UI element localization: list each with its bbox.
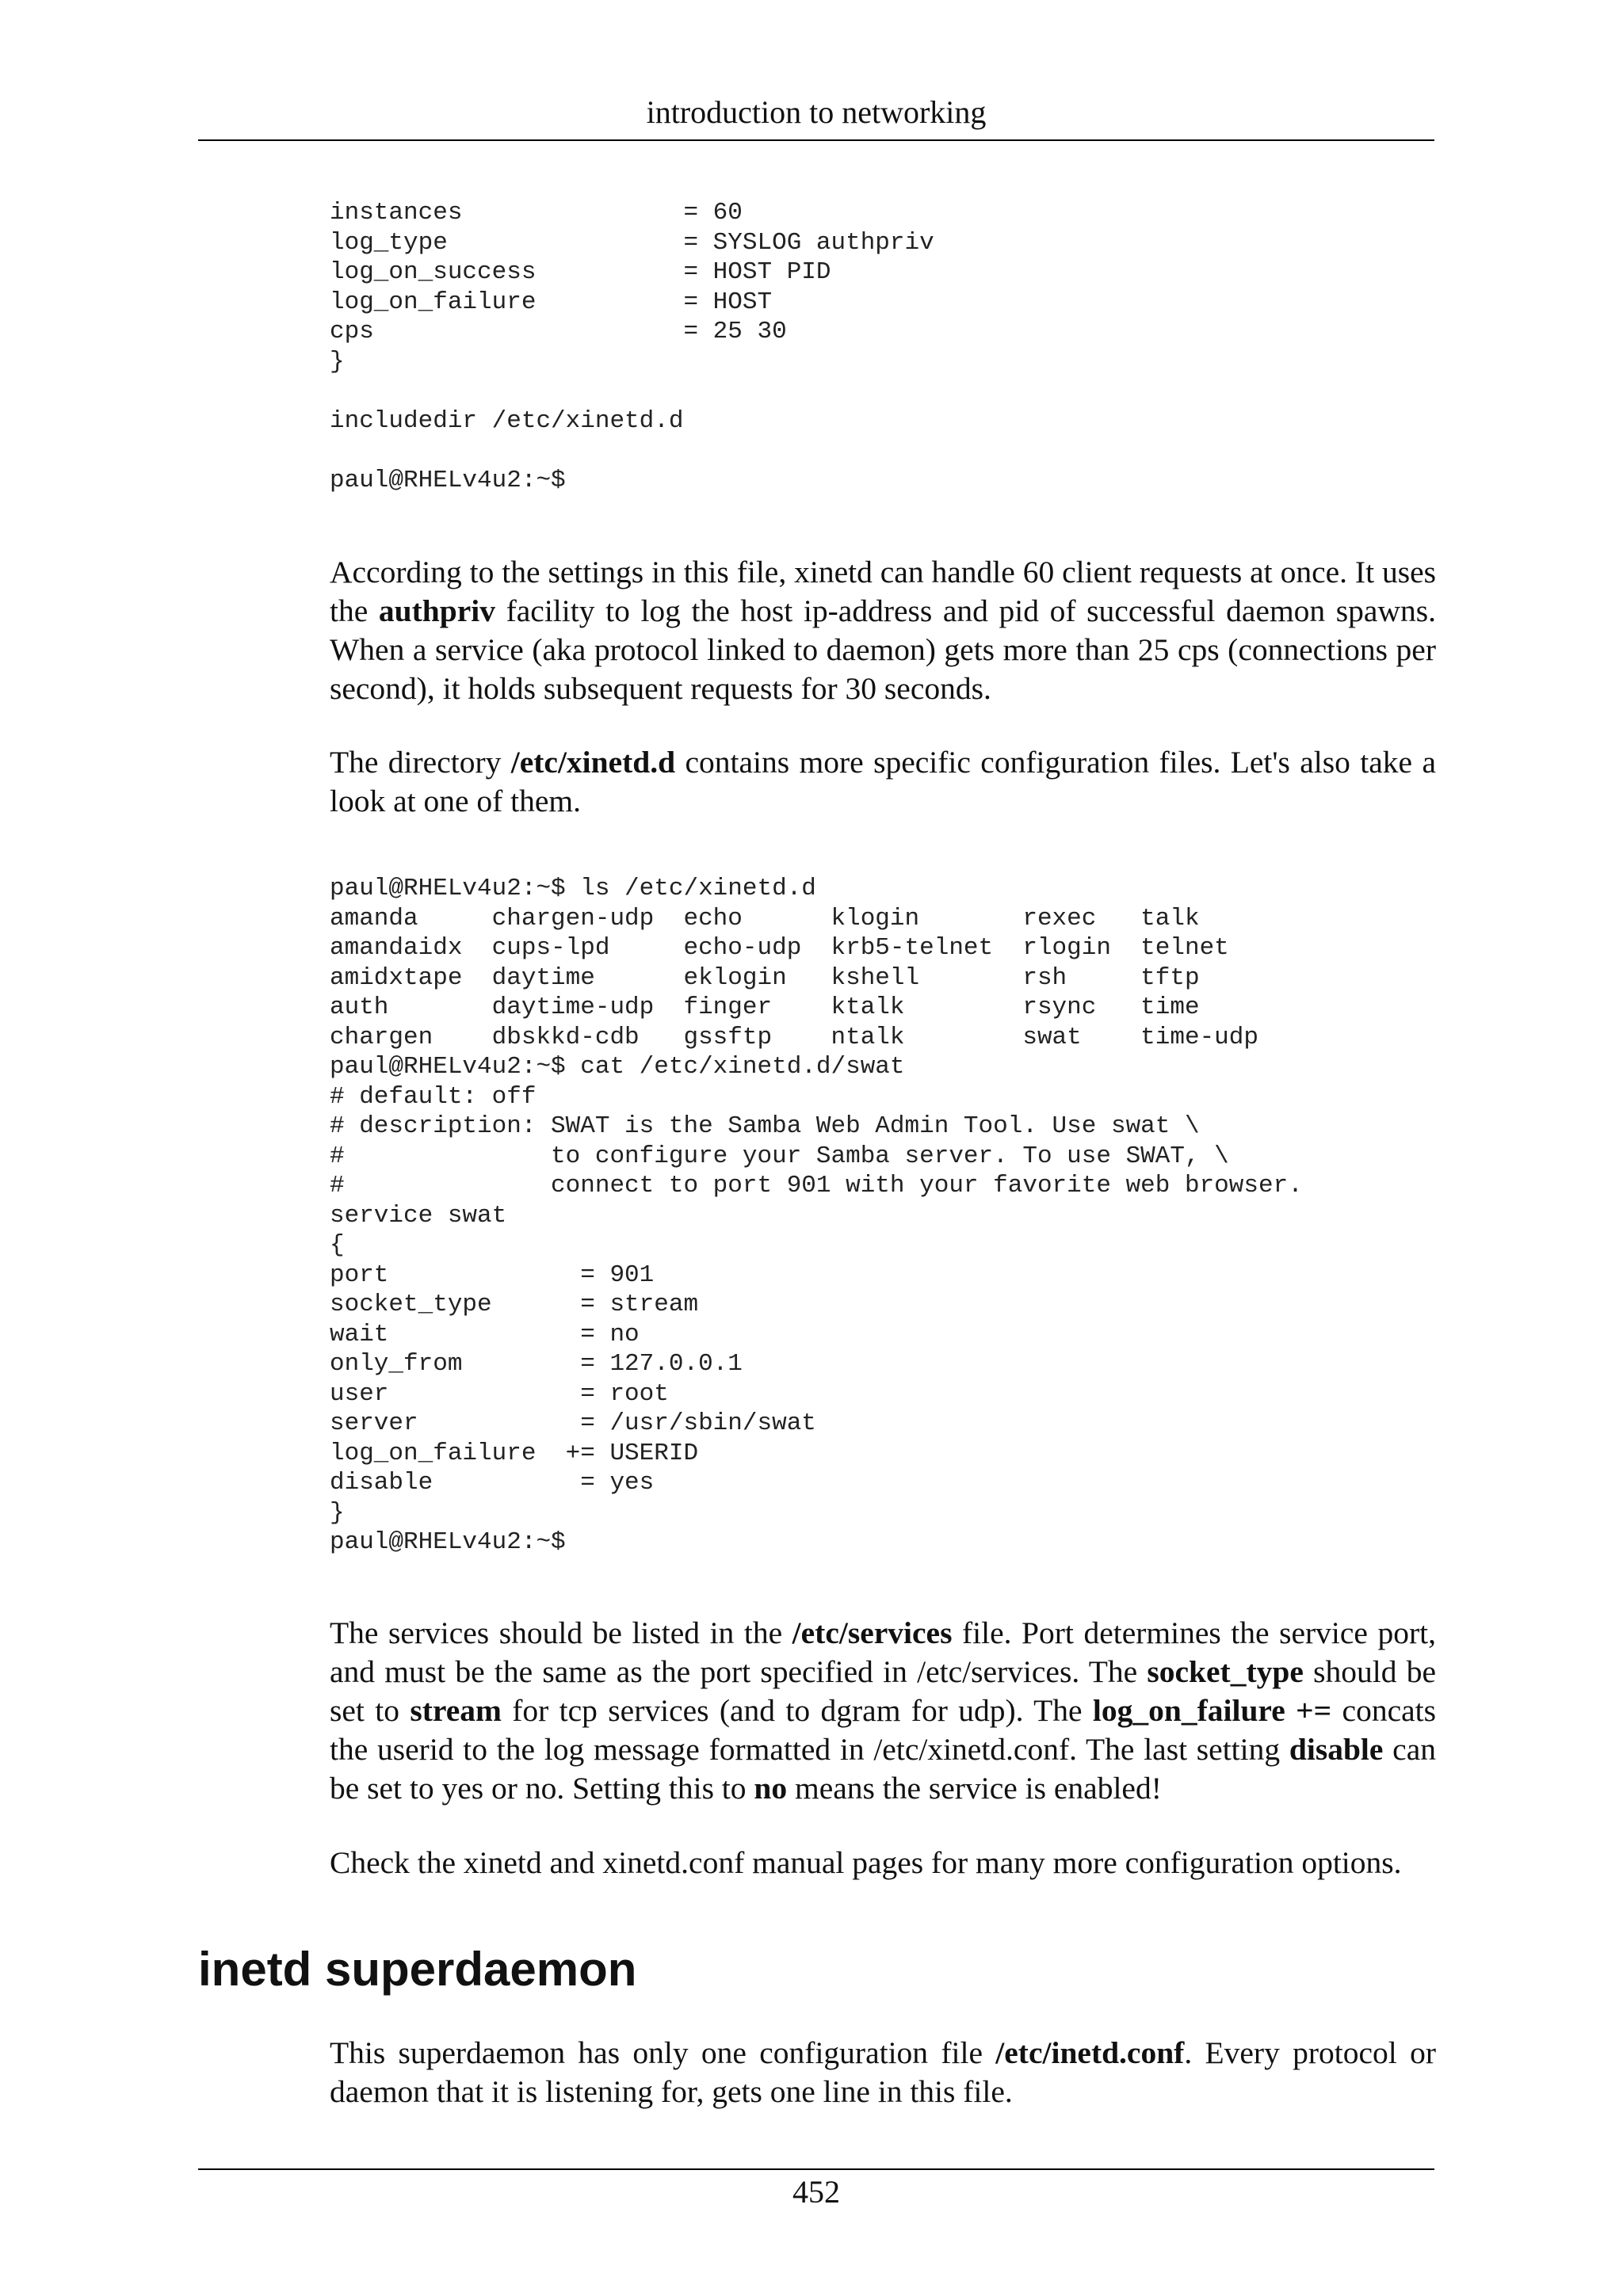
running-header: introduction to networking bbox=[646, 94, 987, 130]
code-line: } bbox=[330, 347, 345, 376]
code-line: { bbox=[330, 1231, 345, 1259]
code-line: # description: SWAT is the Samba Web Admin Tool. Use swat \ bbox=[330, 1112, 1200, 1140]
paragraph-inetd-intro: This superdaemon has only one configuration file /etc/inetd.conf. Every protocol or daemon that it is listening for, gets one line in this file. bbox=[330, 2035, 1436, 2109]
code-block-swat bbox=[330, 874, 1439, 1558]
code-line: amidxtape daytime eklogin kshell rsh tftp bbox=[330, 963, 1200, 992]
page-number: 452 bbox=[792, 2174, 840, 2210]
code-line: paul@RHELv4u2:~$ cat /etc/xinetd.d/swat bbox=[330, 1053, 905, 1081]
paragraph-manual-pages: Check the xinetd and xinetd.conf manual pages for many more configuration options. bbox=[330, 1845, 1402, 1880]
code-line: service swat bbox=[330, 1201, 507, 1230]
code-block-xinetd-conf bbox=[330, 198, 1439, 495]
code-line: only_from = 127.0.0.1 bbox=[330, 1350, 743, 1378]
code-line: paul@RHELv4u2:~$ bbox=[330, 1528, 566, 1556]
code-line: server = /usr/sbin/swat bbox=[330, 1409, 816, 1437]
bold-term: /etc/services bbox=[792, 1615, 953, 1650]
code-blank-line bbox=[330, 376, 1439, 406]
code-line: amandaidx cups-lpd echo-udp krb5-telnet rlogin telnet bbox=[330, 934, 1229, 962]
code-line: auth daytime-udp finger ktalk rsync time bbox=[330, 994, 1200, 1021]
bold-term: no bbox=[754, 1771, 788, 1806]
bold-term: disable bbox=[1289, 1732, 1384, 1767]
code-line: log_on_failure += USERID bbox=[330, 1439, 699, 1467]
section-title: inetd superdaemon bbox=[198, 1943, 637, 1996]
code-line: # to configure your Samba server. To use SWAT, \ bbox=[330, 1142, 1229, 1170]
bold-term: log_on_failure += bbox=[1092, 1693, 1332, 1728]
code-line: socket_type = stream bbox=[330, 1291, 699, 1318]
code-line: log_on_success = HOST PID bbox=[330, 258, 831, 286]
code-line: wait = no bbox=[330, 1320, 640, 1348]
code-line: paul@RHELv4u2:~$ bbox=[330, 466, 566, 494]
bold-term: socket_type bbox=[1147, 1654, 1304, 1689]
bold-term: /etc/inetd.conf bbox=[995, 2035, 1185, 2070]
code-line: } bbox=[330, 1498, 345, 1527]
code-line: # default: off bbox=[330, 1082, 537, 1111]
code-line: paul@RHELv4u2:~$ ls /etc/xinetd.d bbox=[330, 875, 816, 902]
header-rule bbox=[198, 139, 1434, 141]
bold-term: stream bbox=[410, 1693, 502, 1728]
code-line: log_type = SYSLOG authpriv bbox=[330, 228, 934, 257]
code-line: instances = 60 bbox=[330, 199, 743, 227]
paragraph-xinetd-settings: According to the settings in this file, xinetd can handle 60 client requests at once. It uses the authpriv facility to log the host ip-address and pid of successful daemon spawns. When a service (aka protocol linked to daemon) gets more than 25 cps (connections per second), it holds subsequent requests for 30 seconds. bbox=[330, 555, 1436, 706]
code-line: cps = 25 30 bbox=[330, 318, 787, 345]
code-line: chargen dbskkd-cdb gssftp ntalk swat time-udp bbox=[330, 1023, 1258, 1051]
bold-term: authpriv bbox=[378, 593, 495, 628]
code-line: amanda chargen-udp echo klogin rexec talk bbox=[330, 904, 1200, 933]
code-line: log_on_failure = HOST bbox=[330, 288, 773, 316]
code-line: disable = yes bbox=[330, 1469, 655, 1497]
code-line: # connect to port 901 with your favorite web browser. bbox=[330, 1172, 1303, 1199]
footer-rule bbox=[198, 2168, 1434, 2170]
code-line: includedir /etc/xinetd.d bbox=[330, 406, 684, 435]
paragraph-xinetd-directory: The directory /etc/xinetd.d contains more specific configuration files. Let's also take a look at one of them. bbox=[330, 745, 1436, 818]
bold-term: /etc/xinetd.d bbox=[510, 745, 676, 780]
code-line: user = root bbox=[330, 1379, 669, 1408]
code-blank-line bbox=[330, 436, 1439, 466]
paragraph-service-settings: The services should be listed in the /etc/services file. Port determines the service port, and must be the same as the port specified in /etc/services. The socket_type should be set to stream for tcp services (and to dgram for udp). The log_on_failure += concats the userid to the log message formatted in /etc/xinetd.conf. The last setting disable can be set to yes or no. Setting this to no means the service is enabled! bbox=[330, 1615, 1436, 1806]
code-line: port = 901 bbox=[330, 1261, 655, 1289]
